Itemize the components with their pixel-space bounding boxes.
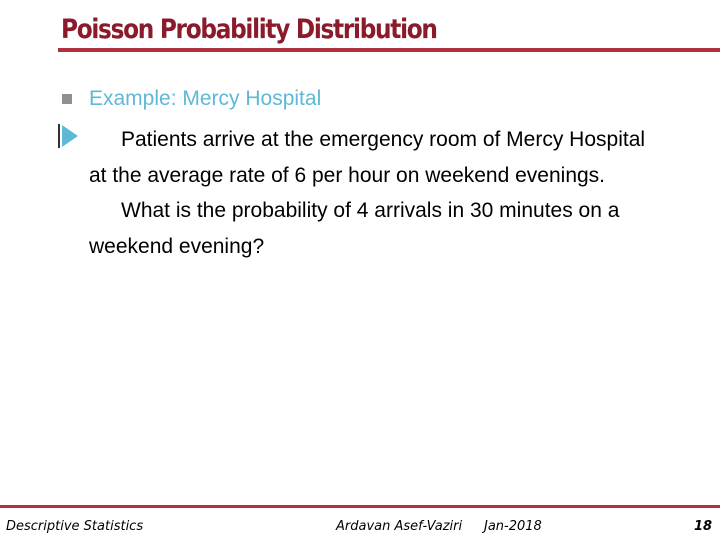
- footer-page-number: 18: [694, 519, 713, 534]
- title-underline: [58, 48, 720, 52]
- footer-course-title: Descriptive Statistics: [6, 519, 144, 534]
- square-bullet-icon: [62, 94, 72, 104]
- arrow-bullet-icon: [58, 123, 80, 149]
- footer-author: Ardavan Asef-Vaziri: [336, 519, 463, 534]
- footer-divider: [0, 505, 720, 508]
- body-paragraph-1: Patients arrive at the emergency room of Mercy Hospital at the average rate of 6 per hour on weekend evenings.: [89, 128, 646, 187]
- slide-title: Poisson Probability Distribution: [61, 14, 437, 45]
- example-heading: Example: Mercy Hospital: [89, 87, 322, 110]
- body-paragraph-2: What is the probability of 4 arrivals in 30 minutes on a weekend evening?: [89, 199, 620, 258]
- body-text: [89, 122, 649, 264]
- footer-date: Jan-2018: [484, 519, 542, 534]
